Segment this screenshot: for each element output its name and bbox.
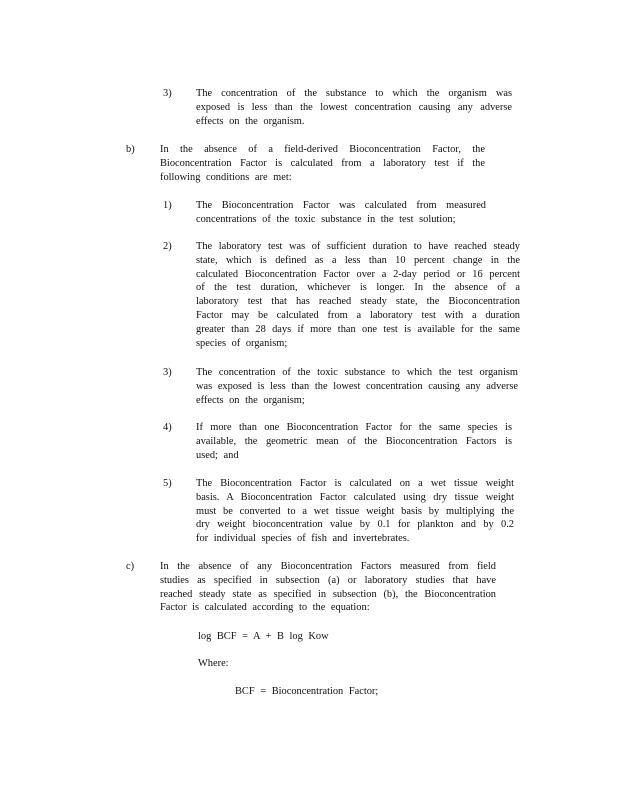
sub-item-4-text: If more than one Bioconcentration Factor for the same species is available, the geometric mean of the Bioconcentration Factors is used; and — [196, 422, 512, 461]
item-marker: 3) — [163, 367, 172, 378]
sub-item-3-text: The concentration of the toxic substance to which the test organism was exposed is less than the lowest concentration causing any adverse effects on the organism; — [196, 367, 518, 406]
paragraph-c-text: In the absence of any Bioconcentration Factors measured from field studies as specified in subsection (a) or laboratory studies that have reached steady state as specified in subsection (b), the Bioconcentration Factor is calculated according to the equation: — [160, 561, 496, 614]
where-label: Where: — [198, 658, 229, 669]
item-marker: b) — [126, 144, 135, 155]
bcf-definition: BCF = Bioconcentration Factor; — [235, 686, 379, 697]
item-3-text: The concentration of the substance to which the organism was exposed is less than the lowest concentration causing any adverse effects on the organism. — [196, 88, 512, 127]
item-marker: 2) — [163, 241, 172, 252]
item-marker: 5) — [163, 478, 172, 489]
sub-item-1-text: The Bioconcentration Factor was calculated from measured concentrations of the toxic substance in the test solution; — [196, 200, 486, 225]
sub-item-2-text: The laboratory test was of sufficient duration to have reached steady state, which is defined as a less than 10 percent change in the calculated Bioconcentration Factor over a 2-day period or 16 percent of the test duration, whichever is longer. In the absence of a laboratory test that has reached steady state, the Bioconcentration Factor may be calculated from a laboratory test with a duration greater than 28 days if more than one test is available for the same species of organism; — [196, 241, 520, 349]
item-marker: 4) — [163, 422, 172, 433]
equation: log BCF = A + B log Kow — [198, 631, 329, 642]
item-marker: 1) — [163, 200, 172, 211]
item-marker: 3) — [163, 88, 172, 99]
item-marker: c) — [126, 561, 135, 572]
sub-item-5-text: The Bioconcentration Factor is calculated on a wet tissue weight basis. A Bioconcentration Factor calculated using dry tissue weight must be converted to a wet tissue weight basis by multiplying the dry weight bioconcentration value by 0.1 for plankton and by 0.2 for individual species of fish and invertebrates. — [196, 478, 514, 545]
paragraph-b-text: In the absence of a field-derived Bioconcentration Factor, the Bioconcentration Factor is calculated from a laboratory test if the following conditions are met: — [160, 144, 485, 183]
